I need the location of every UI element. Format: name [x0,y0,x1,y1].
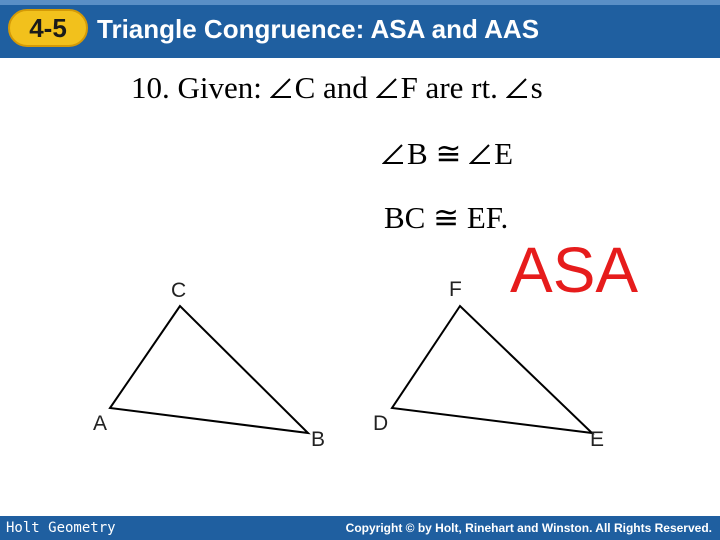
angle-f-text: F are rt. [400,70,498,105]
triangles-drawing [80,270,640,460]
section-badge [8,9,88,47]
slide-title: Triangle Congruence: ASA and AAS [97,14,540,44]
answer-label: ASA [510,234,639,306]
given-line-3 [384,200,508,236]
footer-book-title: Holt Geometry [6,520,116,536]
angle-icon [382,143,404,165]
vertex-label-e: E [590,428,605,451]
segment-bc-text: BC [384,200,426,235]
vertex-label-a: A [93,412,108,435]
vertex-label-c: C [171,279,187,302]
segment-ef-text: EF. [466,200,509,235]
triangle-def [392,306,592,433]
congruent-symbol: ≅ [435,136,462,171]
given-prefix: 10. Given: [131,70,262,105]
vertex-label-b: B [311,428,326,451]
vertex-label-f: F [449,278,462,301]
footer-bar [0,516,720,540]
angle-icon [506,77,528,99]
angle-icon [376,77,398,99]
angle-icon [469,143,491,165]
triangle-abc [110,306,308,433]
congruent-symbol: ≅ [433,200,460,235]
angles-plural-text: s [530,70,543,105]
angle-b-text: B [407,136,428,171]
footer-copyright: Copyright © by Holt, Rinehart and Winston. All Rights Reserved. [345,521,712,535]
header-accent-strip [0,0,720,5]
angle-c-text: C and [294,70,368,105]
angle-icon [270,77,292,99]
given-line-1 [131,70,543,106]
given-line-2 [382,136,513,172]
section-number: 4-5 [29,13,67,43]
angle-e-text: E [494,136,514,171]
vertex-label-d: D [373,412,389,435]
triangle-figure [80,270,640,460]
header-bar [0,0,720,58]
